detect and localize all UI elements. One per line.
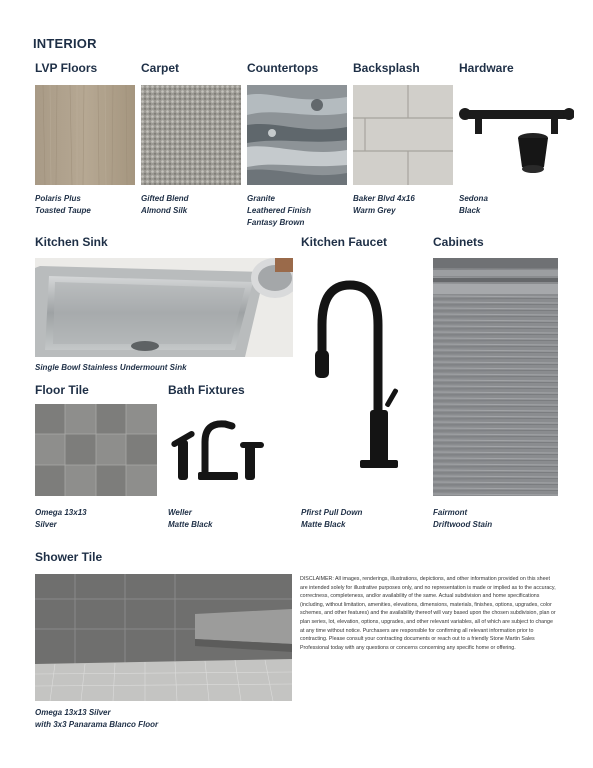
caption-line: Black	[459, 206, 481, 215]
caption-line: Fantasy Brown	[247, 218, 305, 227]
lvp-floors-heading: LVP Floors	[35, 61, 98, 75]
caption-line: Matte Black	[168, 520, 213, 529]
cabinets-heading: Cabinets	[433, 235, 484, 249]
countertops-heading: Countertops	[247, 61, 319, 75]
caption-line: Fairmont	[433, 508, 468, 517]
caption-line: Gifted Blend	[141, 194, 189, 203]
floor-tile-caption	[35, 507, 87, 531]
caption-line: Weller	[168, 508, 192, 517]
floor-tile-swatch	[35, 404, 157, 496]
backsplash-caption	[353, 193, 415, 217]
shower-tile-caption	[35, 707, 158, 731]
hardware-heading: Hardware	[459, 61, 514, 75]
carpet-caption	[141, 193, 189, 217]
caption-line: Pfirst Pull Down	[301, 508, 363, 517]
floor-tile-heading: Floor Tile	[35, 383, 89, 397]
bath-fixtures-heading: Bath Fixtures	[168, 383, 245, 397]
shower-tile-image	[35, 574, 292, 701]
countertop-swatch	[247, 85, 347, 185]
caption-line: with 3x3 Panarama Blanco Floor	[35, 720, 159, 729]
shower-tile-heading: Shower Tile	[35, 550, 103, 564]
backsplash-swatch	[353, 85, 453, 185]
caption-line: Omega 13x13	[35, 508, 87, 517]
cabinet-swatch	[433, 258, 558, 496]
caption-line: Matte Black	[301, 520, 346, 529]
caption-line: Warm Grey	[353, 206, 396, 215]
lvp-floor-swatch	[35, 85, 135, 185]
hardware-image	[459, 92, 574, 182]
backsplash-heading: Backsplash	[353, 61, 420, 75]
caption-line: Toasted Taupe	[35, 206, 91, 215]
carpet-heading: Carpet	[141, 61, 180, 75]
caption-line: Silver	[35, 520, 57, 529]
kitchen-sink-caption	[35, 362, 187, 374]
caption-line: Granite	[247, 194, 276, 203]
page-title: INTERIOR	[33, 36, 97, 51]
carpet-swatch	[141, 85, 241, 185]
cabinets-caption	[433, 507, 492, 531]
bath-fixture-image	[170, 412, 265, 492]
kitchen-faucet-caption	[301, 507, 362, 531]
caption-line: Polaris Plus	[35, 194, 81, 203]
disclaimer-text: DISCLAIMER: All images, renderings, illustrations, depictions, and other information provided on this sheet are intended solely for illustrative purposes only, and no representation is made or implied as to the accuracy, correctness, completeness, and/or availability of the same. Actual subdivision and home specifications (including, without limitation, amenities, elevations, dimensions, materials, finishes, options, upgrades, color schemes, and other features) and the availability thereof will vary based upon the chosen subdivision, plan or plan series, lot, elevation, options, upgrades, and other relevant variables, all of which are subject to change at any time without notice. Purchasers are responsible for confirming all relevant information prior to contracting. Please consult your contracting documents or reach out to a friendly Stone Martin Sales Professional today with any questions or concerns concerning any specific home or offering.	[300, 576, 556, 651]
kitchen-sink-image	[35, 258, 293, 357]
caption-line: Almond Silk	[141, 206, 188, 215]
caption-line: Driftwood Stain	[433, 520, 493, 529]
kitchen-faucet-heading: Kitchen Faucet	[301, 235, 388, 249]
kitchen-faucet-image	[300, 270, 415, 475]
caption-line: Leathered Finish	[247, 206, 312, 215]
caption-line: Single Bowl Stainless Undermount Sink	[35, 363, 187, 372]
lvp-floors-caption	[35, 193, 91, 217]
countertops-caption	[247, 193, 311, 229]
caption-line: Omega 13x13 Silver	[35, 708, 111, 717]
bath-fixtures-caption	[168, 507, 212, 531]
hardware-caption	[459, 193, 488, 217]
caption-line: Baker Blvd 4x16	[353, 194, 415, 203]
kitchen-sink-heading: Kitchen Sink	[35, 235, 108, 249]
caption-line: Sedona	[459, 194, 488, 203]
